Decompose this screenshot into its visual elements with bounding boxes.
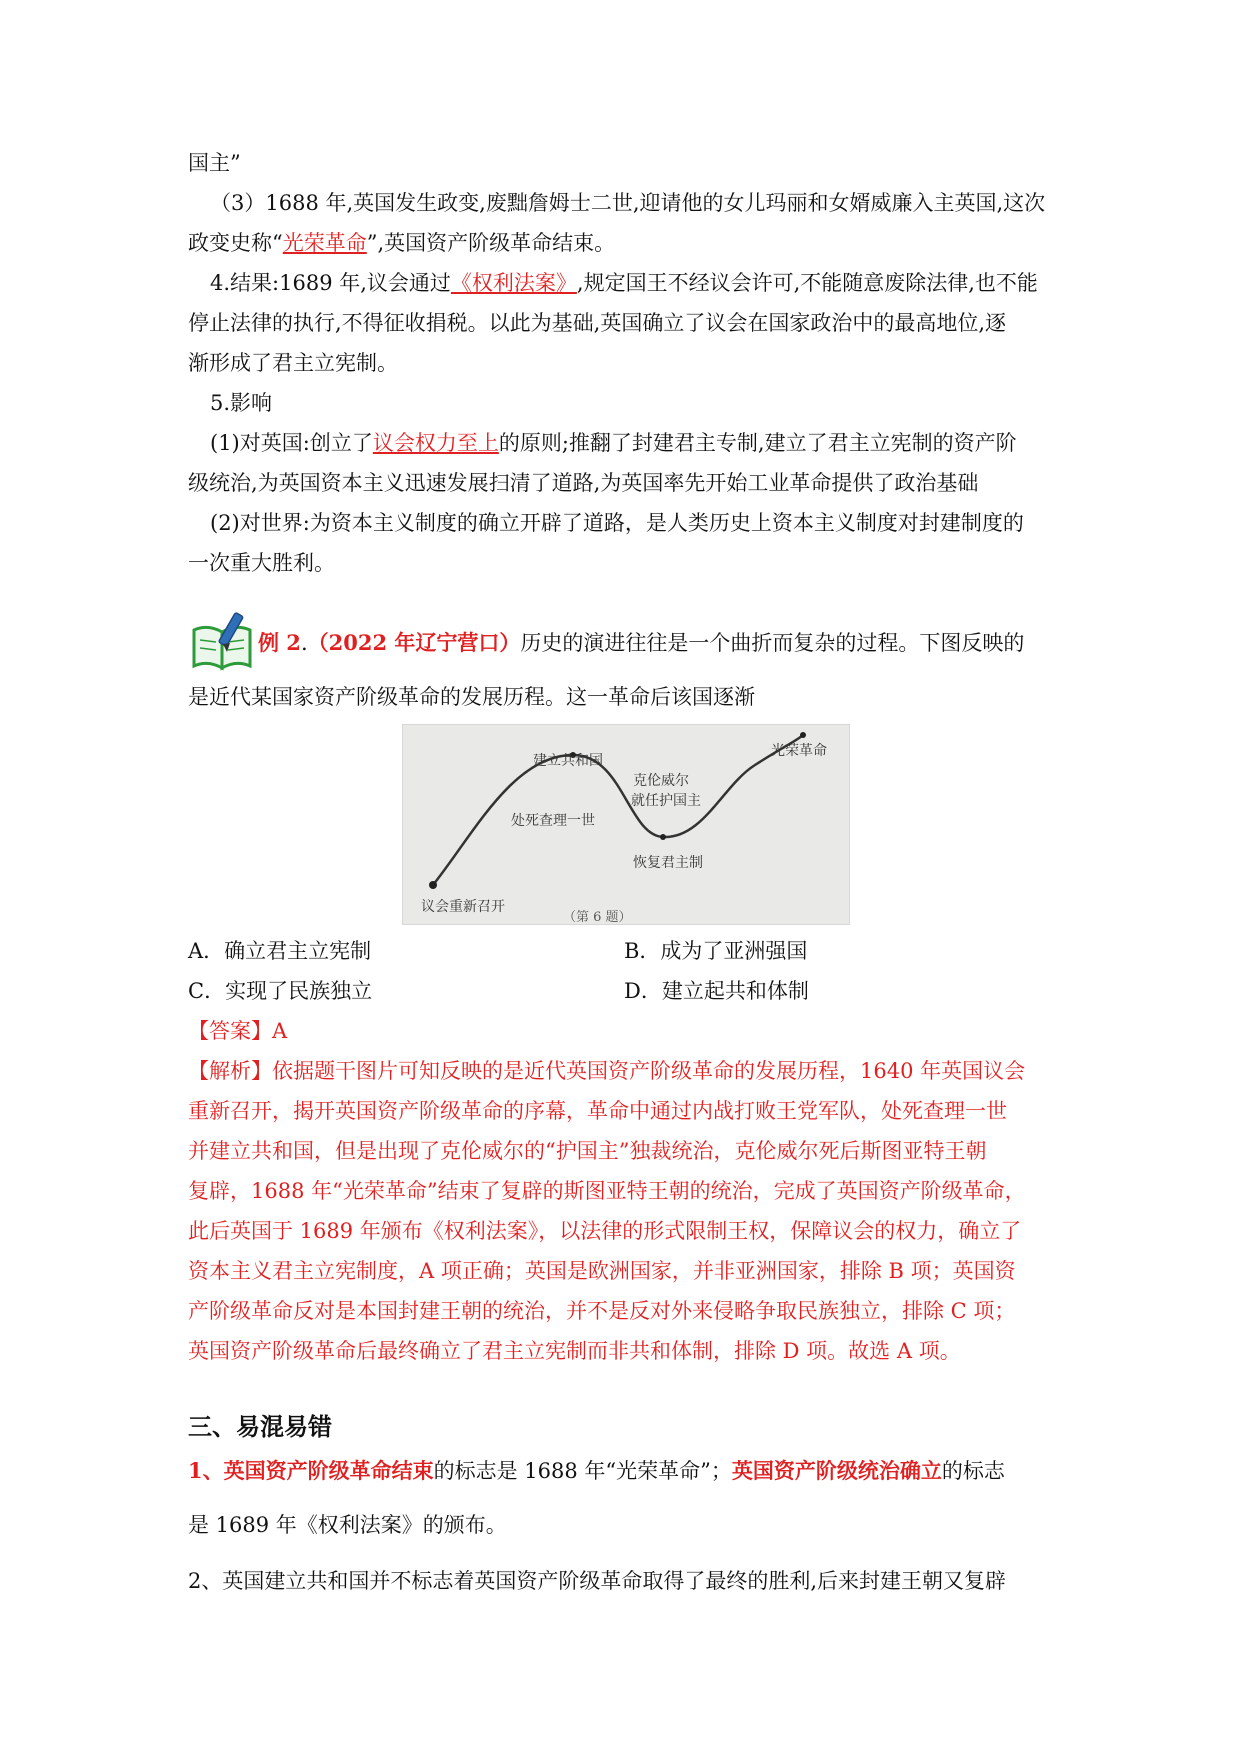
text-run: ,规定国王不经议会许可,不能随意废除法律,也不能 bbox=[576, 271, 1038, 295]
example-dot: . bbox=[300, 631, 308, 655]
tip-line: 2、英国建立共和国并不标志着英国资产阶级革命取得了最终的胜利,后来封建王朝又复辟 bbox=[188, 1569, 1007, 1593]
highlight-text: 英国资产阶级统治确立 bbox=[731, 1458, 942, 1483]
tip-line: 是 1689 年《权利法案》的颁布。 bbox=[188, 1513, 507, 1537]
curve-point bbox=[429, 881, 437, 889]
paragraph-line: 国主” bbox=[188, 151, 241, 175]
example-stem-line bbox=[258, 628, 1058, 658]
highlight-text: 1、英国资产阶级革命结束 bbox=[188, 1458, 434, 1483]
book-pencil-icon bbox=[190, 610, 256, 672]
label-cromwell: 克伦威尔 bbox=[633, 773, 689, 789]
paragraph-line: 停止法律的执行,不得征收捐税。以此为基础,英国确立了议会在国家政治中的最高地位,逐 bbox=[188, 311, 1007, 335]
answer-line bbox=[188, 1016, 1060, 1046]
paragraph-line: （3）1688 年,英国发生政变,废黜詹姆士二世,迎请他的女儿玛丽和女婿威廉入主英国,这次 bbox=[210, 191, 1046, 215]
option-d: D．建立起共和体制 bbox=[624, 979, 809, 1003]
analysis-label: 【解析】 bbox=[188, 1059, 272, 1083]
analysis-line bbox=[188, 1056, 1060, 1086]
analysis-line: 英国资产阶级革命后最终确立了君主立宪制而非共和体制，排除 D 项。故选 A 项。 bbox=[188, 1339, 961, 1363]
figure-caption: （第 6 题） bbox=[563, 910, 632, 924]
paragraph-line: 级统治,为英国资本主义迅速发展扫清了道路,为英国率先开始工业革命提供了政治基础 bbox=[188, 471, 979, 495]
analysis-line: 此后英国于 1689 年颁布《权利法案》，以法律的形式限制王权，保障议会的权力，确立了 bbox=[188, 1219, 1022, 1243]
underlined-keyword: 议会权力至上 bbox=[372, 431, 499, 455]
paragraph-line: 一次重大胜利。 bbox=[188, 551, 335, 575]
curve-point bbox=[800, 732, 806, 738]
section-heading: 三、易混易错 bbox=[188, 1412, 332, 1441]
text-run: 4.结果:1689 年,议会通过 bbox=[210, 271, 451, 295]
analysis-line: 重新召开，揭开英国资产阶级革命的序幕，革命中通过内战打败王党军队，处死查理一世 bbox=[188, 1099, 1007, 1123]
label-execute-charles: 处死查理一世 bbox=[511, 813, 595, 829]
paragraph-line bbox=[210, 268, 1060, 298]
label-restoration: 恢复君主制 bbox=[633, 855, 703, 871]
label-parliament-reconvened: 议会重新召开 bbox=[421, 899, 505, 915]
analysis-line: 资本主义君主立宪制度，A 项正确；英国是欧洲国家，并非亚洲国家，排除 B 项；英国资 bbox=[188, 1259, 1016, 1283]
revolution-curve-figure bbox=[402, 724, 850, 925]
example-label: 例 2 bbox=[258, 630, 301, 655]
analysis-line: 复辟，1688 年“光荣革命”结束了复辟的斯图亚特王朝的统治，完成了英国资产阶级革命， bbox=[188, 1179, 1026, 1203]
option-c: C．实现了民族独立 bbox=[188, 979, 373, 1003]
text-run: (1)对英国:创立了 bbox=[210, 431, 373, 455]
underlined-keyword: 光荣革命 bbox=[282, 231, 367, 255]
example-stem: 历史的演进往往是一个曲折而复杂的过程。下图反映的 bbox=[520, 631, 1025, 655]
paragraph-line bbox=[210, 428, 1060, 458]
label-glorious-revolution: 光荣革命 bbox=[771, 743, 827, 759]
option-a: A．确立君主立宪制 bbox=[188, 939, 372, 963]
example-stem-line: 是近代某国家资产阶级革命的发展历程。这一革命后该国逐渐 bbox=[188, 685, 755, 709]
text-run: 的标志 bbox=[941, 1459, 1005, 1483]
answer-value: A bbox=[272, 1019, 288, 1043]
paragraph-line bbox=[188, 228, 1060, 258]
curve-point bbox=[660, 834, 666, 840]
answer-label: 【答案】 bbox=[188, 1019, 272, 1043]
paragraph-line: (2)对世界:为资本主义制度的确立开辟了道路，是人类历史上资本主义制度对封建制度的 bbox=[210, 511, 1024, 535]
label-lord-protector: 就任护国主 bbox=[631, 793, 701, 809]
text-run: 政变史称“ bbox=[188, 231, 283, 255]
example-source: （2022 年辽宁营口） bbox=[307, 630, 521, 655]
paragraph-line: 5.影响 bbox=[210, 391, 273, 415]
label-republic: 建立共和国 bbox=[533, 753, 603, 769]
paragraph-line: 渐形成了君主立宪制。 bbox=[188, 351, 398, 375]
text-run: ”,英国资产阶级革命结束。 bbox=[366, 231, 616, 255]
text-run: 的标志是 1688 年“光荣革命”； bbox=[433, 1459, 732, 1483]
tip-line bbox=[188, 1456, 1060, 1486]
development-curve bbox=[433, 735, 803, 885]
text-run: 的原则;推翻了封建君主专制,建立了君主立宪制的资产阶 bbox=[498, 431, 1017, 455]
analysis-text: 依据题干图片可知反映的是近代英国资产阶级革命的发展历程，1640 年英国议会 bbox=[272, 1059, 1026, 1083]
analysis-line: 产阶级革命反对是本国封建王朝的统治，并不是反对外来侵略争取民族独立，排除 C 项； bbox=[188, 1299, 1016, 1323]
underlined-keyword: 《权利法案》 bbox=[450, 271, 577, 295]
option-b: B．成为了亚洲强国 bbox=[624, 939, 808, 963]
analysis-line: 并建立共和国，但是出现了克伦威尔的“护国主”独裁统治，克伦威尔死后斯图亚特王朝 bbox=[188, 1139, 987, 1163]
